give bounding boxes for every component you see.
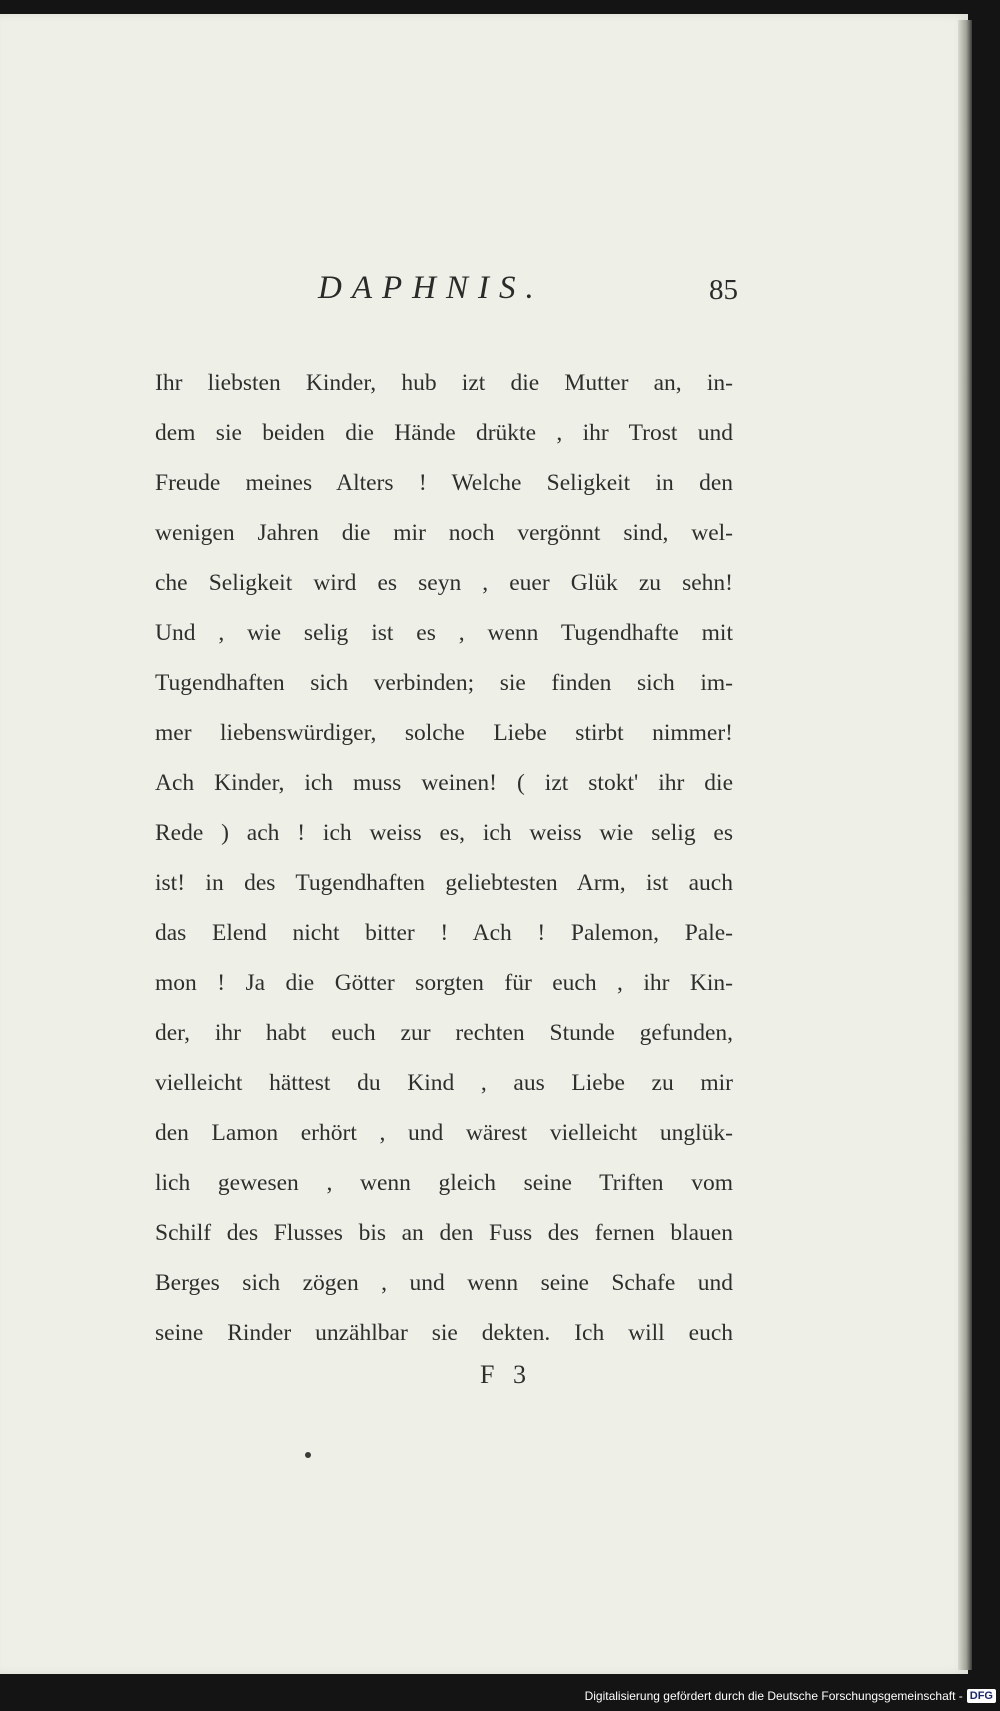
text-line: das Elend nicht bitter ! Ach ! Palemon, Pale-: [155, 920, 733, 946]
dfg-logo: DFG: [967, 1689, 996, 1703]
text-line: Berges sich zögen , und wenn seine Schafe und: [155, 1270, 733, 1296]
ink-speck: [305, 1452, 311, 1458]
text-line: wenigen Jahren die mir noch vergönnt sind, wel-: [155, 520, 733, 546]
text-line: der, ihr habt euch zur rechten Stunde gefunden,: [155, 1020, 733, 1046]
signature-mark: F 3: [480, 1360, 532, 1389]
text-line: den Lamon erhört , und wärest vielleicht unglük-: [155, 1120, 733, 1146]
text-line: seine Rinder unzählbar sie dekten. Ich will euch: [155, 1320, 733, 1346]
text-line: mon ! Ja die Götter sorgten für euch , ihr Kin-: [155, 970, 733, 996]
text-line: Und , wie selig ist es , wenn Tugendhafte mit: [155, 620, 733, 646]
text-line: Tugendhaften sich verbinden; sie finden sich im-: [155, 670, 733, 696]
footer-credit: Digitalisierung gefördert durch die Deutsche Forschungsgemeinschaft -: [584, 1689, 963, 1703]
text-line: che Seligkeit wird es seyn , euer Glük zu sehn!: [155, 570, 733, 596]
body-text: [155, 358, 733, 1358]
text-line: Rede ) ach ! ich weiss es, ich weiss wie selig es: [155, 820, 733, 846]
running-title: DAPHNIS.: [318, 270, 544, 306]
text-line: Ach Kinder, ich muss weinen! ( izt stokt' ihr die: [155, 770, 733, 796]
page-edge: [958, 20, 972, 1670]
text-line: vielleicht hättest du Kind , aus Liebe zu mir: [155, 1070, 733, 1096]
text-line: Ihr liebsten Kinder, hub izt die Mutter an, in-: [155, 370, 733, 396]
running-header: [318, 270, 738, 320]
text-line: Freude meines Alters ! Welche Seligkeit in den: [155, 470, 733, 496]
text-line: mer liebenswürdiger, solche Liebe stirbt nimmer!: [155, 720, 733, 746]
digitization-footer: [585, 1683, 996, 1709]
text-line: dem sie beiden die Hände drükte , ihr Trost und: [155, 420, 733, 446]
page-number: 85: [709, 274, 738, 306]
text-line: lich gewesen , wenn gleich seine Triften vom: [155, 1170, 733, 1196]
text-line: ist! in des Tugendhaften geliebtesten Arm, ist auch: [155, 870, 733, 896]
text-line: Schilf des Flusses bis an den Fuss des fernen blauen: [155, 1220, 733, 1246]
